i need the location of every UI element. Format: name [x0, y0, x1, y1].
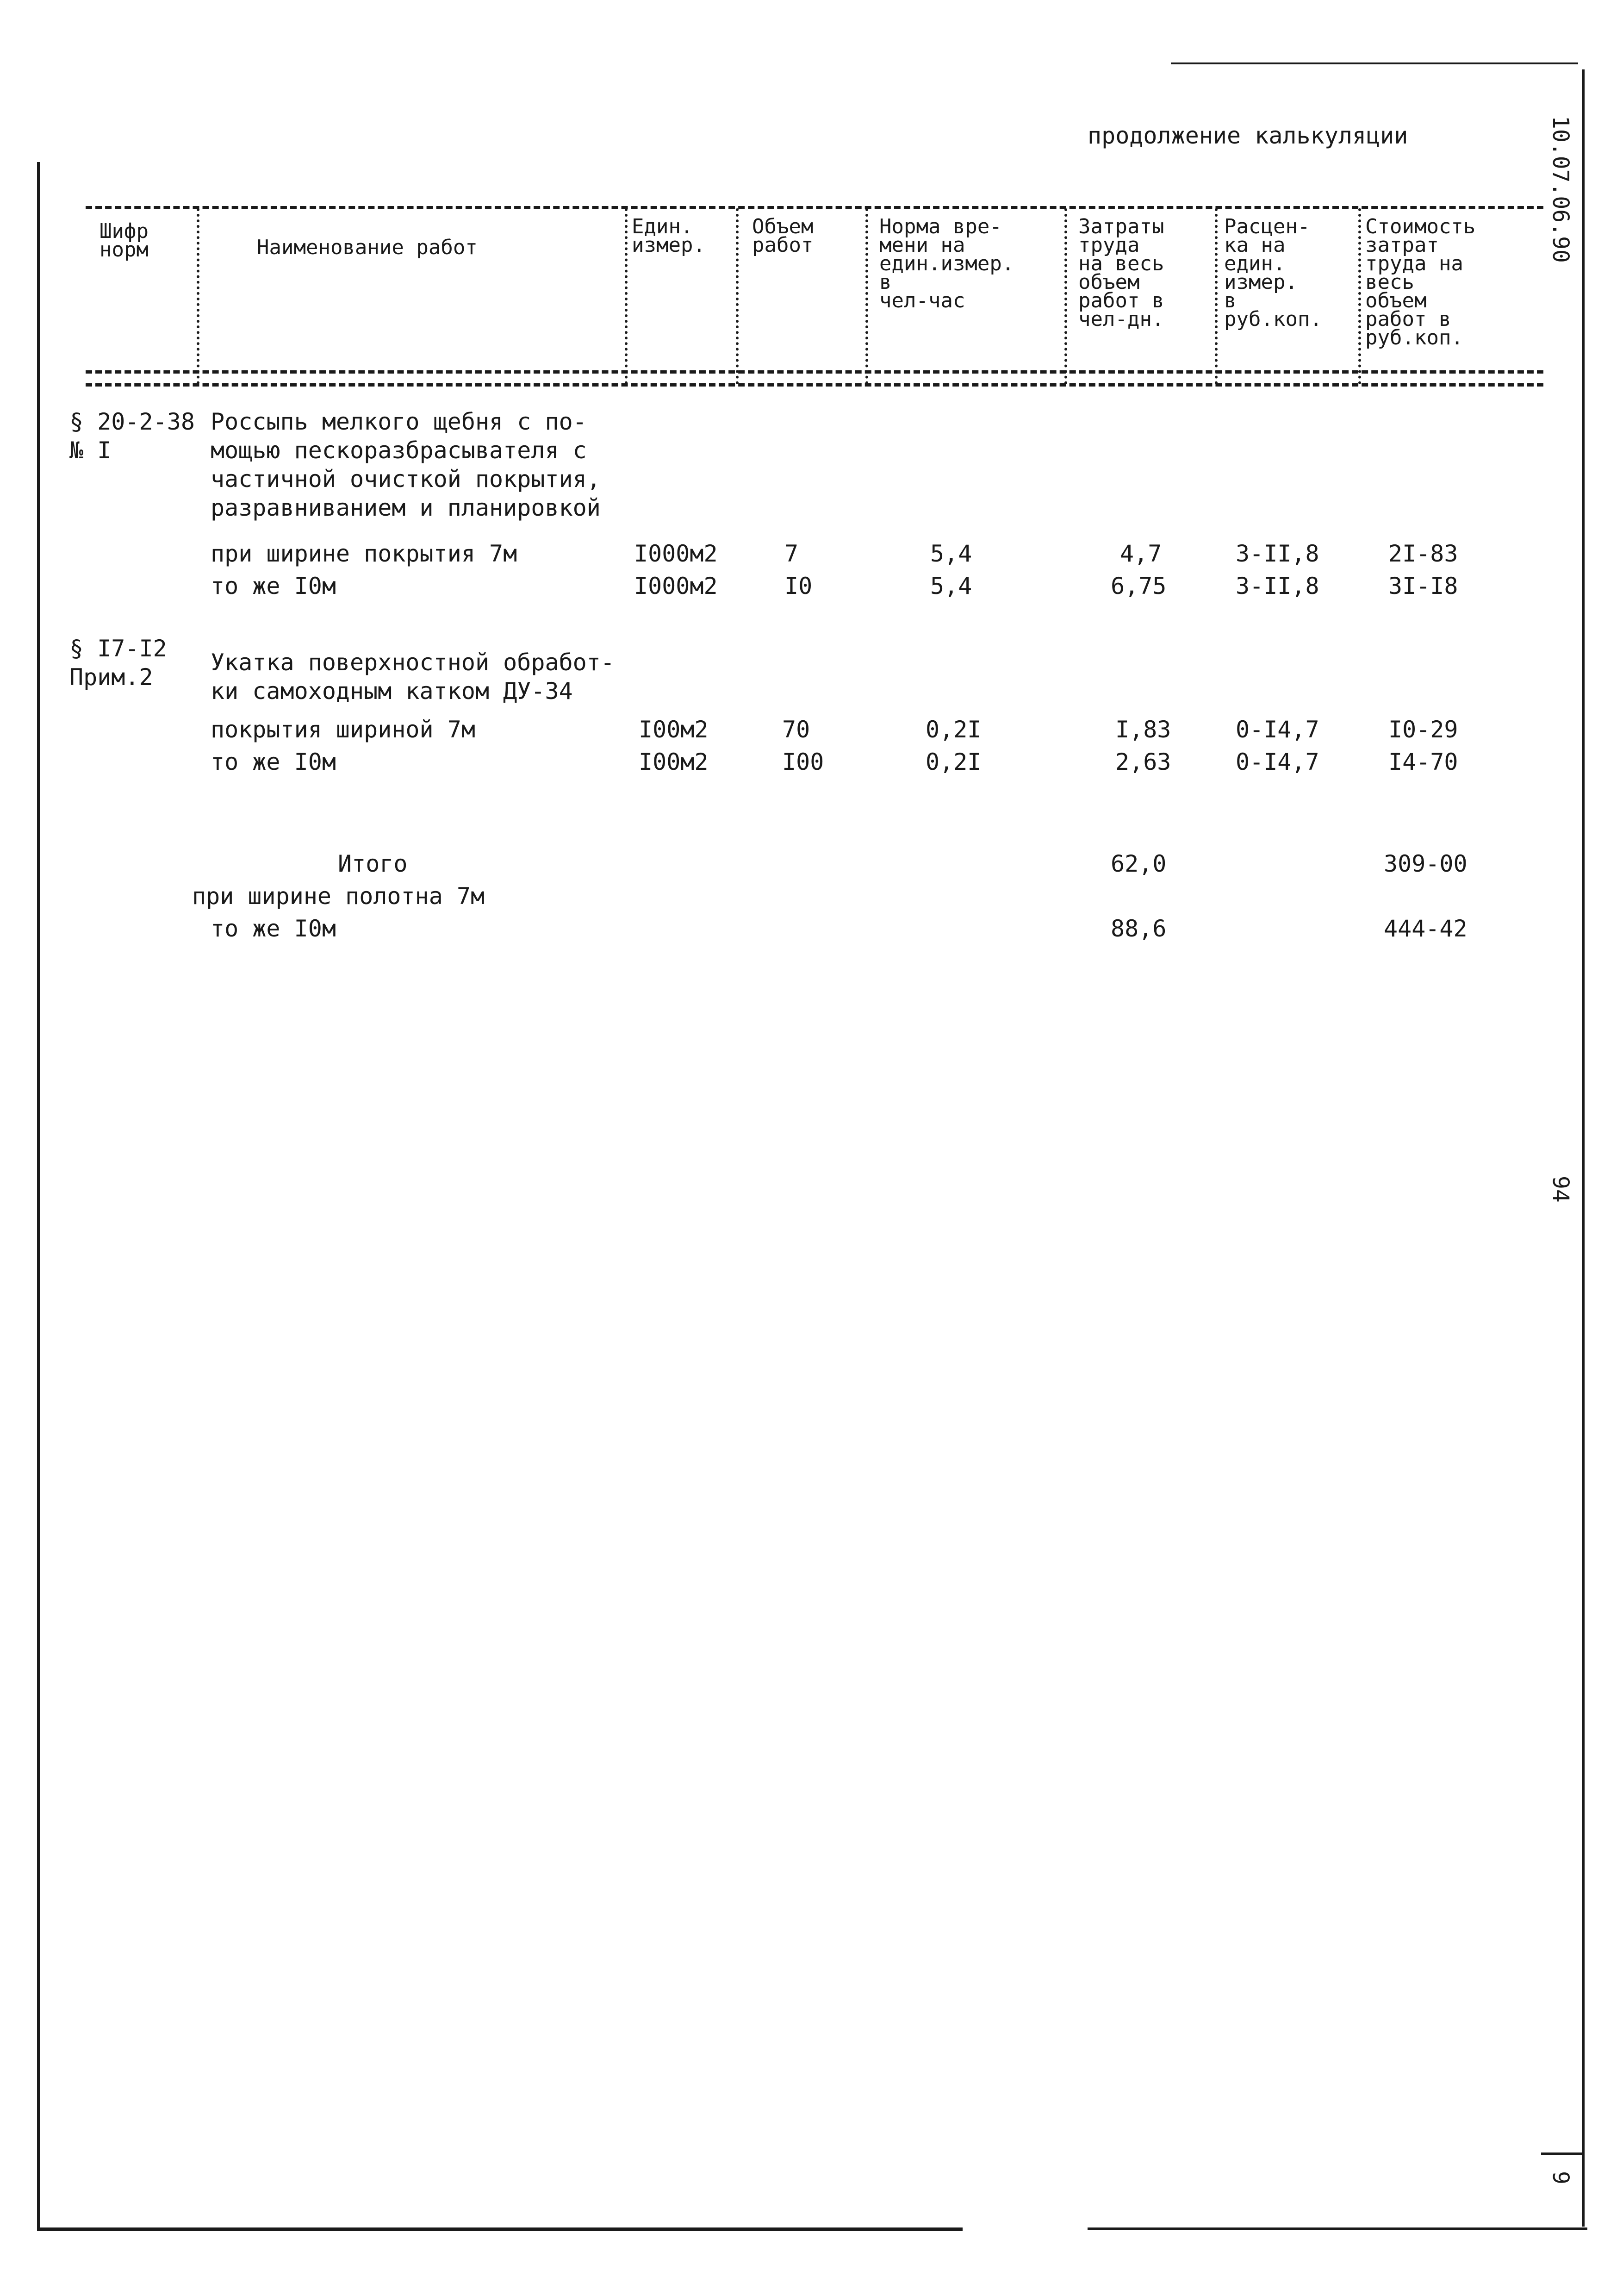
row-norm: 5,4 [930, 573, 972, 599]
table-row [0, 748, 1623, 776]
bottom-margin-line [37, 2227, 963, 2231]
section-code: § I7-I2 Прим.2 [69, 635, 167, 691]
row-volume: I0 [784, 573, 813, 599]
table-header-bottom-border-2 [86, 383, 1543, 387]
row-total: 2I-83 [1388, 540, 1458, 567]
row-total: I4-70 [1388, 749, 1458, 775]
col-header-norm: Норма вре- мени на един.измер. в чел-час [879, 215, 1014, 312]
totals-sublabel: при ширине полотна 7м [192, 883, 485, 910]
table-row [0, 539, 1623, 568]
row-name: покрытия шириной 7м [211, 716, 475, 743]
section-description: Укатка поверхностной обработ- ки самоходным катком ДУ-34 [211, 649, 615, 705]
row-labor: 6,75 [1111, 573, 1167, 599]
row-rate: 3-II,8 [1236, 540, 1319, 567]
col-header-rate: Расцен- ка на един. измер. в руб.коп. [1224, 215, 1322, 331]
top-right-line [1171, 62, 1578, 64]
row-volume: 7 [784, 540, 799, 567]
table-header-top-border [86, 206, 1543, 209]
row-unit: I000м2 [634, 573, 718, 599]
row-name: то же I0м [211, 573, 336, 599]
row-norm: 5,4 [930, 540, 972, 567]
row-unit: I00м2 [639, 716, 709, 743]
continuation-label: продолжение калькуляции [1088, 122, 1408, 149]
col-sep-4 [865, 208, 868, 384]
col-sep-6 [1215, 208, 1218, 384]
right-margin-line [1582, 69, 1585, 2227]
row-volume: 70 [782, 716, 810, 743]
col-sep-5 [1064, 208, 1067, 384]
col-sep-3 [736, 208, 739, 384]
row-unit: I000м2 [634, 540, 718, 567]
row-unit: I00м2 [639, 749, 709, 775]
totals-name-10: то же I0м [211, 915, 336, 942]
side-code-middle: 94 [1548, 1176, 1573, 1203]
col-header-volume: Объем работ [752, 215, 814, 257]
totals-total-7: 309-00 [1384, 850, 1468, 877]
col-header-labor: Затраты труда на весь объем работ в чел-дн. [1078, 215, 1164, 331]
row-volume: I00 [782, 749, 824, 775]
row-labor: 2,63 [1115, 749, 1171, 775]
row-labor: 4,7 [1120, 540, 1162, 567]
row-rate: 0-I4,7 [1236, 749, 1319, 775]
section-description: Россыпь мелкого щебня с по- мощью пескоразбрасывателя с частичной очисткой покрытия, разравниванием и планировкой [211, 408, 601, 521]
table-row [0, 715, 1623, 744]
col-sep-7 [1358, 208, 1361, 384]
col-sep-1 [197, 208, 199, 384]
row-rate: 0-I4,7 [1236, 716, 1319, 743]
side-code-top: 10.07.06.90 [1548, 116, 1573, 263]
section-code: § 20-2-38 № I [69, 408, 195, 464]
col-header-code: Шифр норм [99, 219, 149, 262]
totals-labor-7: 62,0 [1111, 850, 1167, 877]
row-norm: 0,2I [926, 749, 982, 775]
row-labor: I,83 [1115, 716, 1171, 743]
totals-labor-10: 88,6 [1111, 915, 1167, 942]
row-total: I0-29 [1388, 716, 1458, 743]
side-code-bottom: 9 [1548, 2171, 1573, 2184]
row-name: то же I0м [211, 749, 336, 775]
col-header-total: Стоимость затрат труда на весь объем работ в руб.коп. [1365, 215, 1476, 349]
table-row [0, 572, 1623, 600]
row-name: при ширине покрытия 7м [211, 540, 517, 567]
row-norm: 0,2I [926, 716, 982, 743]
side-code-bottom-box [1541, 2152, 1583, 2155]
totals-total-10: 444-42 [1384, 915, 1468, 942]
col-header-name: Наименование работ [257, 236, 478, 259]
row-total: 3I-I8 [1388, 573, 1458, 599]
left-margin-line [37, 162, 40, 2231]
bottom-margin-line-right [1088, 2227, 1587, 2230]
col-header-unit: Един. измер. [632, 215, 705, 257]
col-sep-2 [625, 208, 628, 384]
row-rate: 3-II,8 [1236, 573, 1319, 599]
totals-label: Итого [338, 850, 408, 877]
table-header-bottom-border [86, 370, 1543, 374]
